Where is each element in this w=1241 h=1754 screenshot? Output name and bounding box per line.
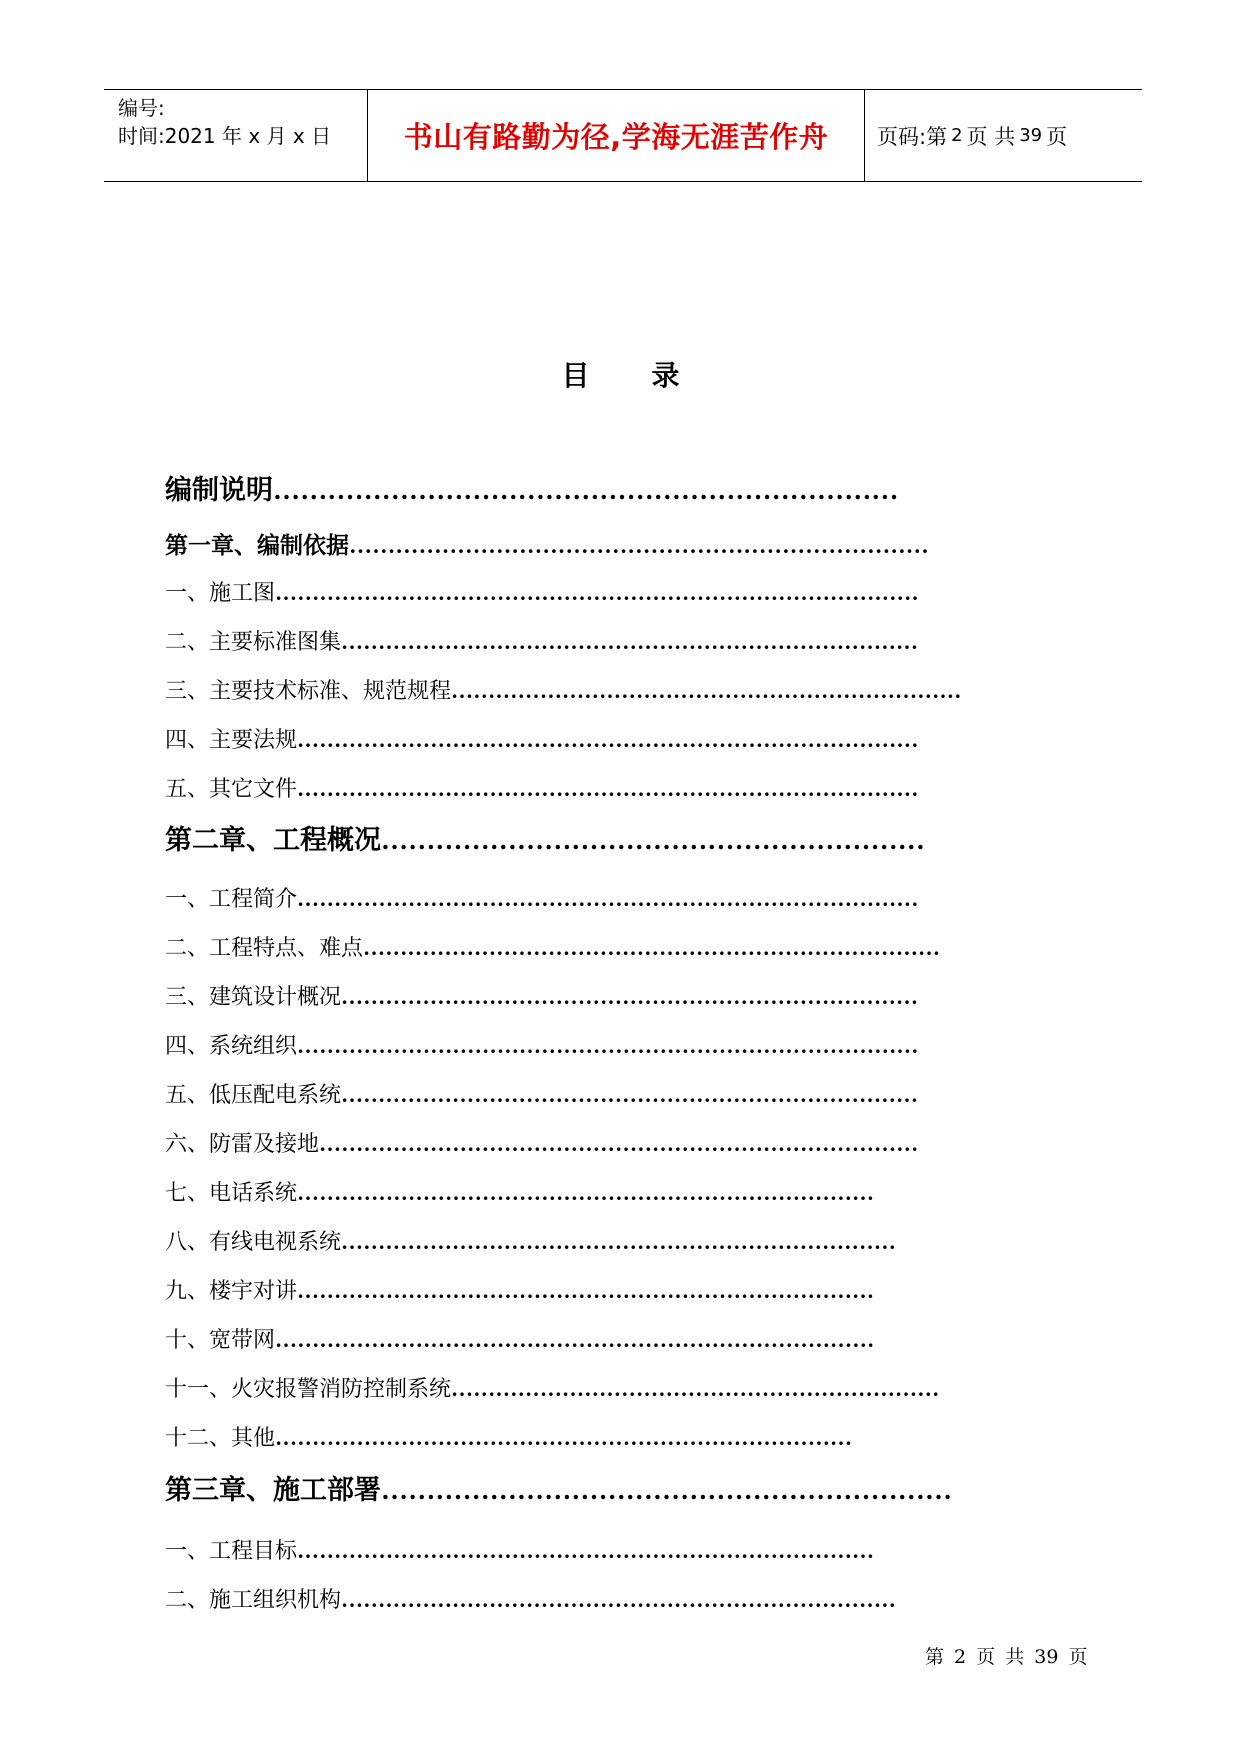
toc-leader-dots: …………………………………………………………… bbox=[273, 475, 899, 505]
toc-leader-dots: …………………………………………………………………… bbox=[297, 1538, 875, 1563]
header-page-number: 2 bbox=[951, 125, 963, 146]
header-page-prefix: 页码:第 bbox=[877, 124, 948, 149]
toc-entry[interactable] bbox=[165, 980, 918, 1011]
toc-entry-text: 十一、火灾报警消防控制系统 bbox=[165, 1377, 452, 1402]
toc-leader-dots: …………………………………………………… bbox=[381, 825, 925, 855]
toc-entry-text: 四、系统组织 bbox=[165, 1034, 298, 1059]
toc-leader-dots: ………………………………………………………………… bbox=[341, 1229, 897, 1254]
toc-entry[interactable] bbox=[165, 1421, 852, 1452]
toc-leader-dots: …………………………………………………………………… bbox=[341, 1082, 919, 1107]
toc-leader-dots: …………………………………………………………………… bbox=[275, 1425, 853, 1450]
toc-entry[interactable] bbox=[165, 674, 962, 705]
toc-entry[interactable] bbox=[165, 1372, 939, 1403]
toc-entry-text: 第二章、工程概况 bbox=[165, 825, 381, 856]
toc-entry-text: 九、楼宇对讲 bbox=[165, 1279, 298, 1304]
toc-title-char-2: 录 bbox=[651, 359, 680, 392]
toc-entry-text: 三、主要技术标准、规范规程 bbox=[165, 679, 452, 704]
header-page-cell bbox=[865, 90, 1142, 181]
toc-entry-text: 十、宽带网 bbox=[165, 1328, 276, 1353]
toc-leader-dots: …………………………………………………………………… bbox=[363, 935, 941, 960]
toc-title bbox=[0, 354, 1241, 394]
toc-entry-text: 八、有线电视系统 bbox=[165, 1230, 342, 1255]
toc-title-char-1: 目 bbox=[561, 359, 590, 392]
toc-entry-text: 编制说明 bbox=[165, 475, 273, 506]
toc-entry-text: 一、工程简介 bbox=[165, 887, 298, 912]
toc-leader-dots: …………………………………………………………………………… bbox=[275, 580, 919, 605]
toc-leader-dots: ………………………………………………………… bbox=[451, 1376, 940, 1401]
toc-entry[interactable] bbox=[165, 527, 929, 560]
toc-entry[interactable] bbox=[165, 1078, 918, 1109]
toc-entry[interactable] bbox=[165, 1534, 874, 1565]
header-page-mid: 页 共 bbox=[966, 124, 1016, 149]
toc-entry-text: 十二、其他 bbox=[165, 1426, 276, 1451]
toc-leader-dots: …………………………………………………………… bbox=[451, 678, 962, 703]
toc-leader-dots: ………………………………………………………………………… bbox=[297, 1033, 919, 1058]
toc-entry[interactable] bbox=[165, 882, 919, 913]
toc-entry-text: 六、防雷及接地 bbox=[165, 1132, 320, 1157]
toc-entry[interactable] bbox=[165, 625, 918, 656]
document-number-label: 编号: bbox=[118, 96, 165, 120]
toc-leader-dots: …………………………………………………………………… bbox=[297, 1180, 875, 1205]
toc-entry[interactable] bbox=[165, 1274, 874, 1305]
toc-entry[interactable] bbox=[165, 1225, 896, 1256]
toc-entry-text: 二、工程特点、难点 bbox=[165, 936, 364, 961]
header-meta-cell bbox=[104, 90, 368, 181]
toc-leader-dots: ……………………………………………………………………… bbox=[319, 1131, 919, 1156]
toc-leader-dots: …………………………………………………………………… bbox=[297, 1278, 875, 1303]
header-page-total: 39 bbox=[1019, 125, 1043, 146]
toc-entry[interactable] bbox=[165, 931, 940, 962]
toc-leader-dots: …………………………………………………………………… bbox=[341, 629, 919, 654]
toc-entry-text: 第三章、施工部署 bbox=[165, 1475, 381, 1506]
toc-entry[interactable] bbox=[165, 723, 919, 754]
toc-entry[interactable] bbox=[165, 576, 919, 607]
toc-leader-dots: ………………………………………………………………………… bbox=[297, 776, 919, 801]
toc-entry[interactable] bbox=[165, 1029, 919, 1060]
toc-entry-text: 一、施工图 bbox=[165, 581, 276, 606]
toc-leader-dots: ………………………………………………………………… bbox=[349, 533, 929, 558]
toc-entry-text: 第一章、编制依据 bbox=[165, 533, 349, 559]
header-motto: 书山有路勤为径,学海无涯苦作舟 bbox=[403, 120, 829, 154]
toc-entry[interactable] bbox=[165, 1323, 874, 1354]
toc-entry[interactable] bbox=[165, 1468, 952, 1507]
header-motto-cell bbox=[368, 90, 865, 181]
toc-entry[interactable] bbox=[165, 1583, 896, 1614]
toc-entry-text: 三、建筑设计概况 bbox=[165, 985, 342, 1010]
toc-leader-dots: ………………………………………………………………………… bbox=[297, 727, 919, 752]
toc-entry[interactable] bbox=[165, 772, 919, 803]
toc-leader-dots: ………………………………………………………………… bbox=[341, 1587, 897, 1612]
toc-entry-text: 五、其它文件 bbox=[165, 777, 298, 802]
header-page-suffix: 页 bbox=[1046, 124, 1068, 149]
toc-entry-text: 一、工程目标 bbox=[165, 1539, 298, 1564]
document-time-label: 时间:2021 年 x 月 x 日 bbox=[118, 124, 332, 148]
toc-entry[interactable] bbox=[165, 1176, 874, 1207]
toc-entry-text: 四、主要法规 bbox=[165, 728, 298, 753]
toc-entry[interactable] bbox=[165, 818, 925, 857]
toc-leader-dots: ……………………………………………………………………… bbox=[275, 1327, 875, 1352]
toc-entry[interactable] bbox=[165, 1127, 918, 1158]
toc-leader-dots: ………………………………………………………………………… bbox=[297, 886, 919, 911]
toc-entry-text: 二、主要标准图集 bbox=[165, 630, 342, 655]
toc-entry[interactable] bbox=[165, 468, 899, 507]
page-header bbox=[104, 89, 1142, 182]
toc-leader-dots: …………………………………………………………………… bbox=[341, 984, 919, 1009]
page-footer: 第 2 页 共 39 页 bbox=[925, 1646, 1088, 1668]
toc-leader-dots: ……………………………………………………… bbox=[381, 1475, 953, 1505]
toc-entry-text: 七、电话系统 bbox=[165, 1181, 298, 1206]
toc-entry-text: 五、低压配电系统 bbox=[165, 1083, 342, 1108]
toc-entry-text: 二、施工组织机构 bbox=[165, 1588, 342, 1613]
